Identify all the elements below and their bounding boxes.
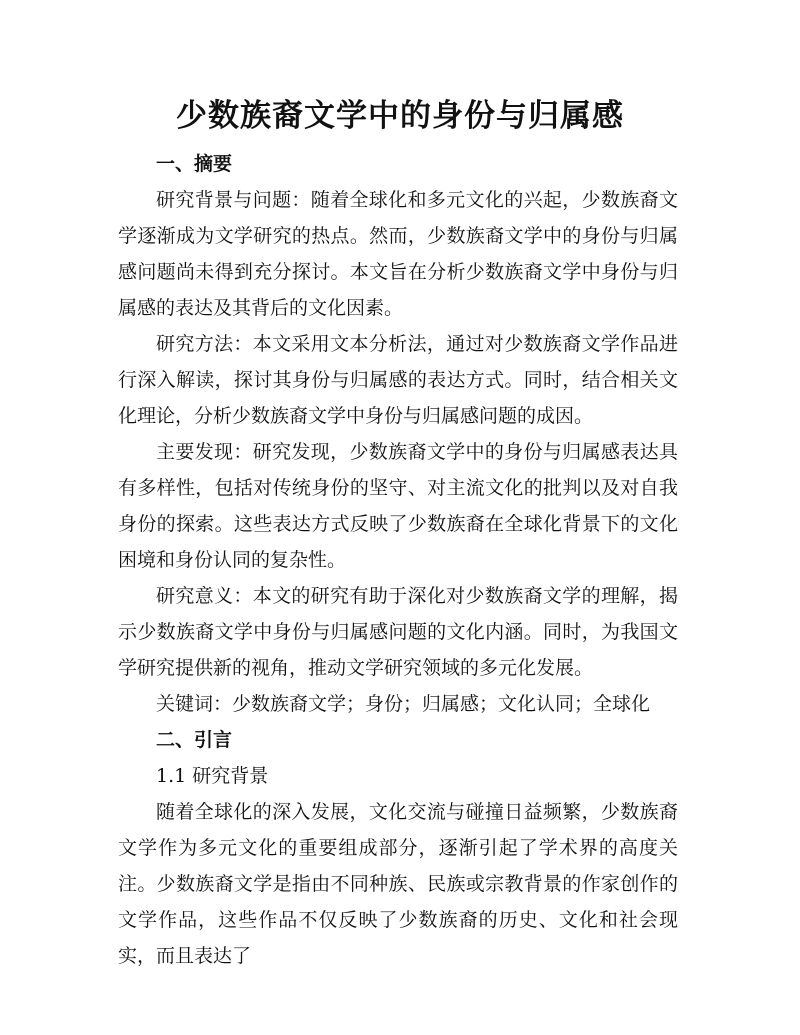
intro-subheading-1-1: 1.1 研究背景 xyxy=(156,765,269,787)
abstract-significance-paragraph: 研究意义：本文的研究有助于深化对少数族裔文学的理解，揭示少数族裔文学中身份与归属感问题的文化内涵。同时，为我国文学研究提供新的视角，推动文学研究领域的多元化发展。 xyxy=(118,585,678,679)
abstract-findings-paragraph: 主要发现：研究发现，少数族裔文学中的身份与归属感表达具有多样性，包括对传统身份的坚守、对主流文化的批判以及对自我身份的探索。这些表达方式反映了少数族裔在全球化背景下的文化困境和身份认同的复杂性。 xyxy=(118,441,678,571)
document-body xyxy=(118,146,678,974)
intro-background-paragraph: 随着全球化的深入发展，文化交流与碰撞日益频繁，少数族裔文学作为多元文化的重要组成部分，逐渐引起了学术界的高度关注。少数族裔文学是指由不同种族、民族或宗教背景的作家创作的文学作品，这些作品不仅反映了少数族裔的历史、文化和社会现实，而且表达了 xyxy=(118,801,678,967)
abstract-background-paragraph: 研究背景与问题：随着全球化和多元文化的兴起，少数族裔文学逐渐成为文学研究的热点。然而，少数族裔文学中的身份与归属感问题尚未得到充分探讨。本文旨在分析少数族裔文学中身份与归属感的表达及其背后的文化因素。 xyxy=(118,189,678,319)
abstract-heading: 一、摘要 xyxy=(156,153,233,175)
document-title: 少数族裔文学中的身份与归属感 xyxy=(176,98,624,134)
intro-heading: 二、引言 xyxy=(156,729,233,751)
abstract-method-paragraph: 研究方法：本文采用文本分析法，通过对少数族裔文学作品进行深入解读，探讨其身份与归属感的表达方式。同时，结合相关文化理论，分析少数族裔文学中身份与归属感问题的成因。 xyxy=(118,333,678,427)
keywords-line: 关键词：少数族裔文学；身份；归属感；文化认同；全球化 xyxy=(156,693,651,715)
